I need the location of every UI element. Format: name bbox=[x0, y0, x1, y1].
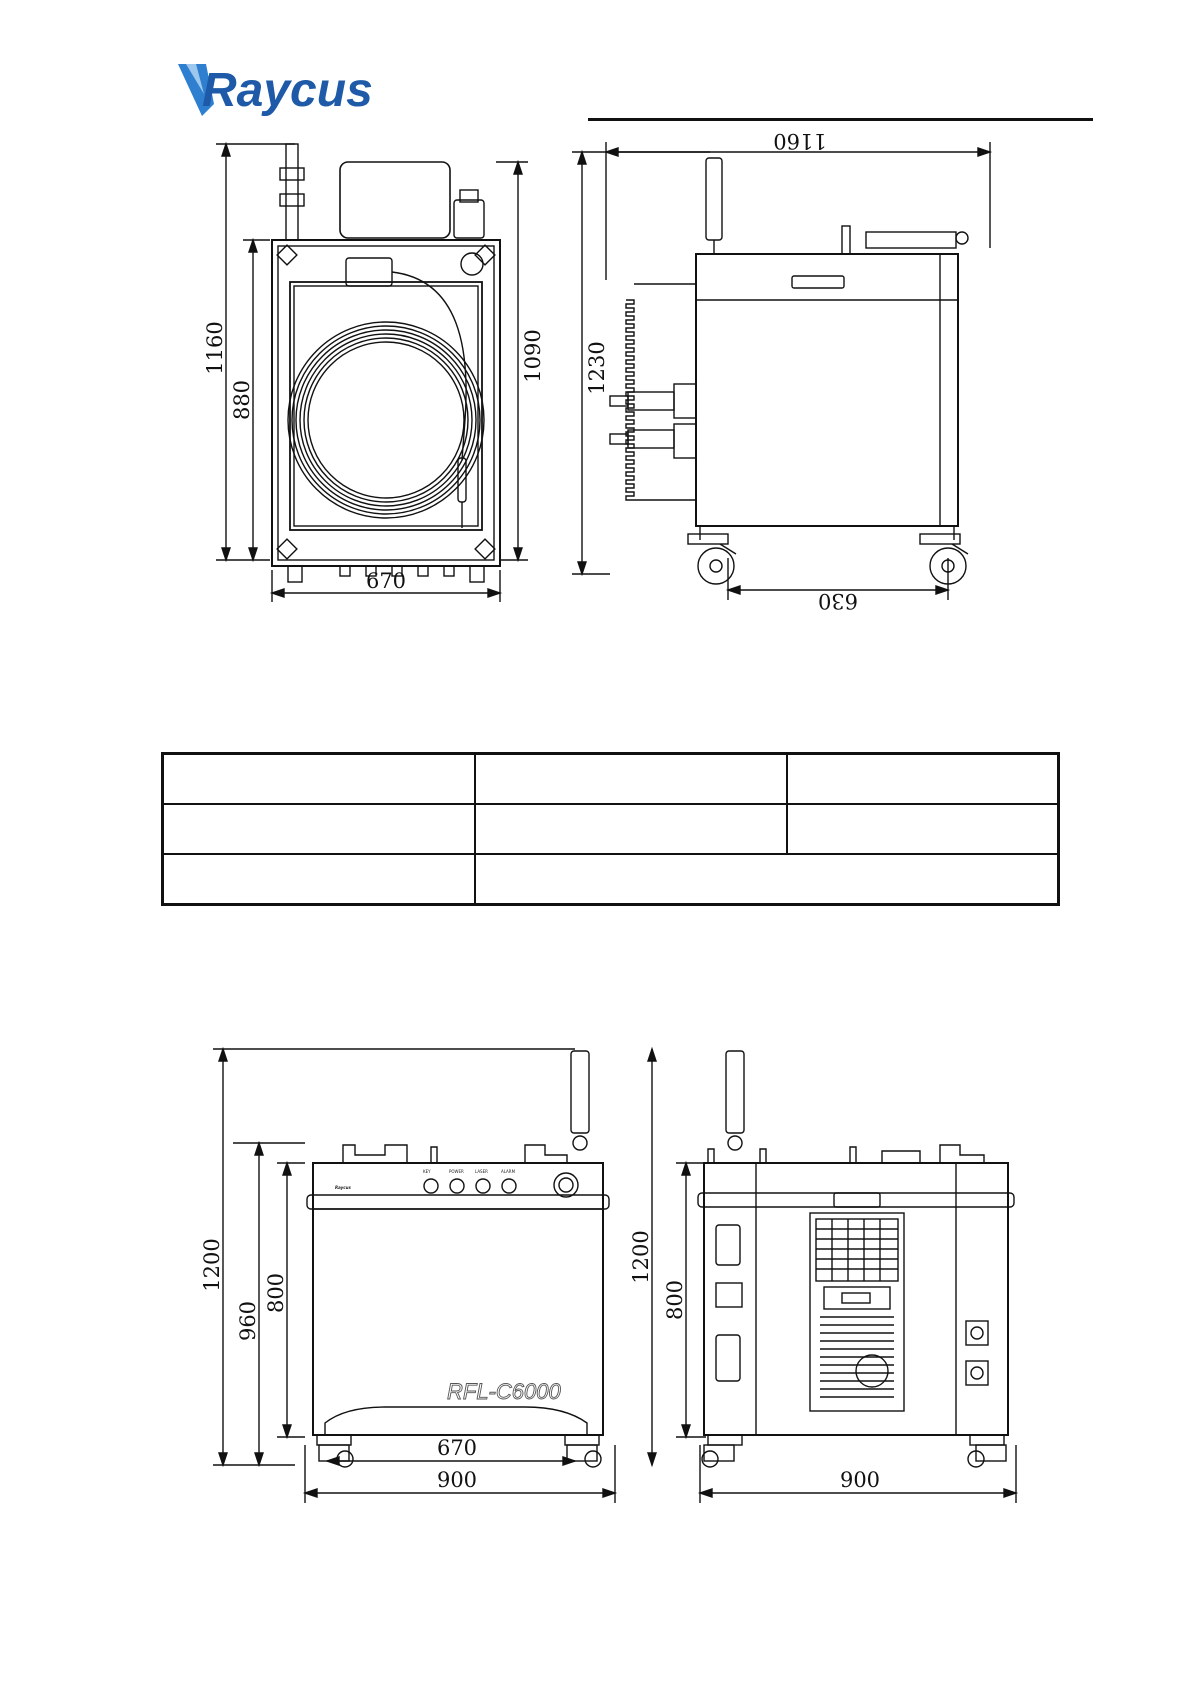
dim-label-670-2: 670 bbox=[436, 1436, 478, 1460]
panel-label-laser: LASER bbox=[475, 1169, 488, 1174]
table-row bbox=[163, 754, 1059, 805]
panel-label-power: POWER bbox=[449, 1169, 464, 1174]
connector-icon bbox=[716, 1225, 740, 1265]
dim-label-670: 670 bbox=[365, 569, 407, 593]
dim-label-900-side: 900 bbox=[839, 1468, 881, 1492]
raycus-logo bbox=[172, 60, 402, 120]
panel-label-key: KEY bbox=[423, 1169, 431, 1174]
figure2-side-view bbox=[620, 1045, 1040, 1505]
power-switch-icon bbox=[716, 1283, 742, 1307]
dim-label-1160-side: 1160 bbox=[773, 129, 827, 153]
figure2-front-view bbox=[195, 1045, 635, 1505]
spec-table bbox=[161, 752, 1060, 906]
key-switch-icon bbox=[424, 1179, 438, 1193]
panel-label-alarm: ALARM bbox=[501, 1169, 516, 1174]
table-cell bbox=[787, 804, 1059, 854]
model-label: RFL-C6000 bbox=[447, 1379, 561, 1404]
dim-label-900: 900 bbox=[436, 1468, 478, 1492]
table-row bbox=[163, 854, 1059, 905]
table-cell bbox=[163, 754, 476, 805]
laser-lamp-icon bbox=[476, 1179, 490, 1193]
dim-label-1160: 1160 bbox=[203, 321, 227, 375]
dim-label-1200: 1200 bbox=[200, 1238, 224, 1292]
table-cell bbox=[475, 754, 787, 805]
dim-label-1200-side: 1200 bbox=[629, 1230, 653, 1284]
panel-logo: Raycus bbox=[335, 1185, 351, 1190]
connector-icon bbox=[716, 1335, 740, 1381]
header-rule bbox=[588, 118, 1093, 121]
dim-label-1090: 1090 bbox=[521, 329, 545, 383]
figure1-front-view bbox=[200, 130, 560, 610]
logo-wordmark: Raycus bbox=[202, 64, 373, 117]
dim-label-880: 880 bbox=[230, 379, 254, 421]
power-lamp-icon bbox=[450, 1179, 464, 1193]
figure1-side-view bbox=[570, 128, 1010, 618]
water-outlet-icon bbox=[966, 1361, 988, 1385]
dim-label-960: 960 bbox=[236, 1300, 260, 1342]
table-cell bbox=[787, 754, 1059, 805]
dim-label-630: 630 bbox=[817, 589, 859, 613]
water-inlet-icon bbox=[966, 1321, 988, 1345]
table-cell bbox=[163, 804, 476, 854]
dim-label-800: 800 bbox=[264, 1272, 288, 1314]
dim-label-1230: 1230 bbox=[585, 341, 609, 395]
table-cell bbox=[475, 804, 787, 854]
dim-label-800-side: 800 bbox=[663, 1279, 687, 1321]
alarm-lamp-icon bbox=[502, 1179, 516, 1193]
table-row bbox=[163, 804, 1059, 854]
table-cell bbox=[475, 854, 1059, 905]
emergency-stop-icon bbox=[554, 1173, 578, 1197]
table-cell bbox=[163, 854, 476, 905]
